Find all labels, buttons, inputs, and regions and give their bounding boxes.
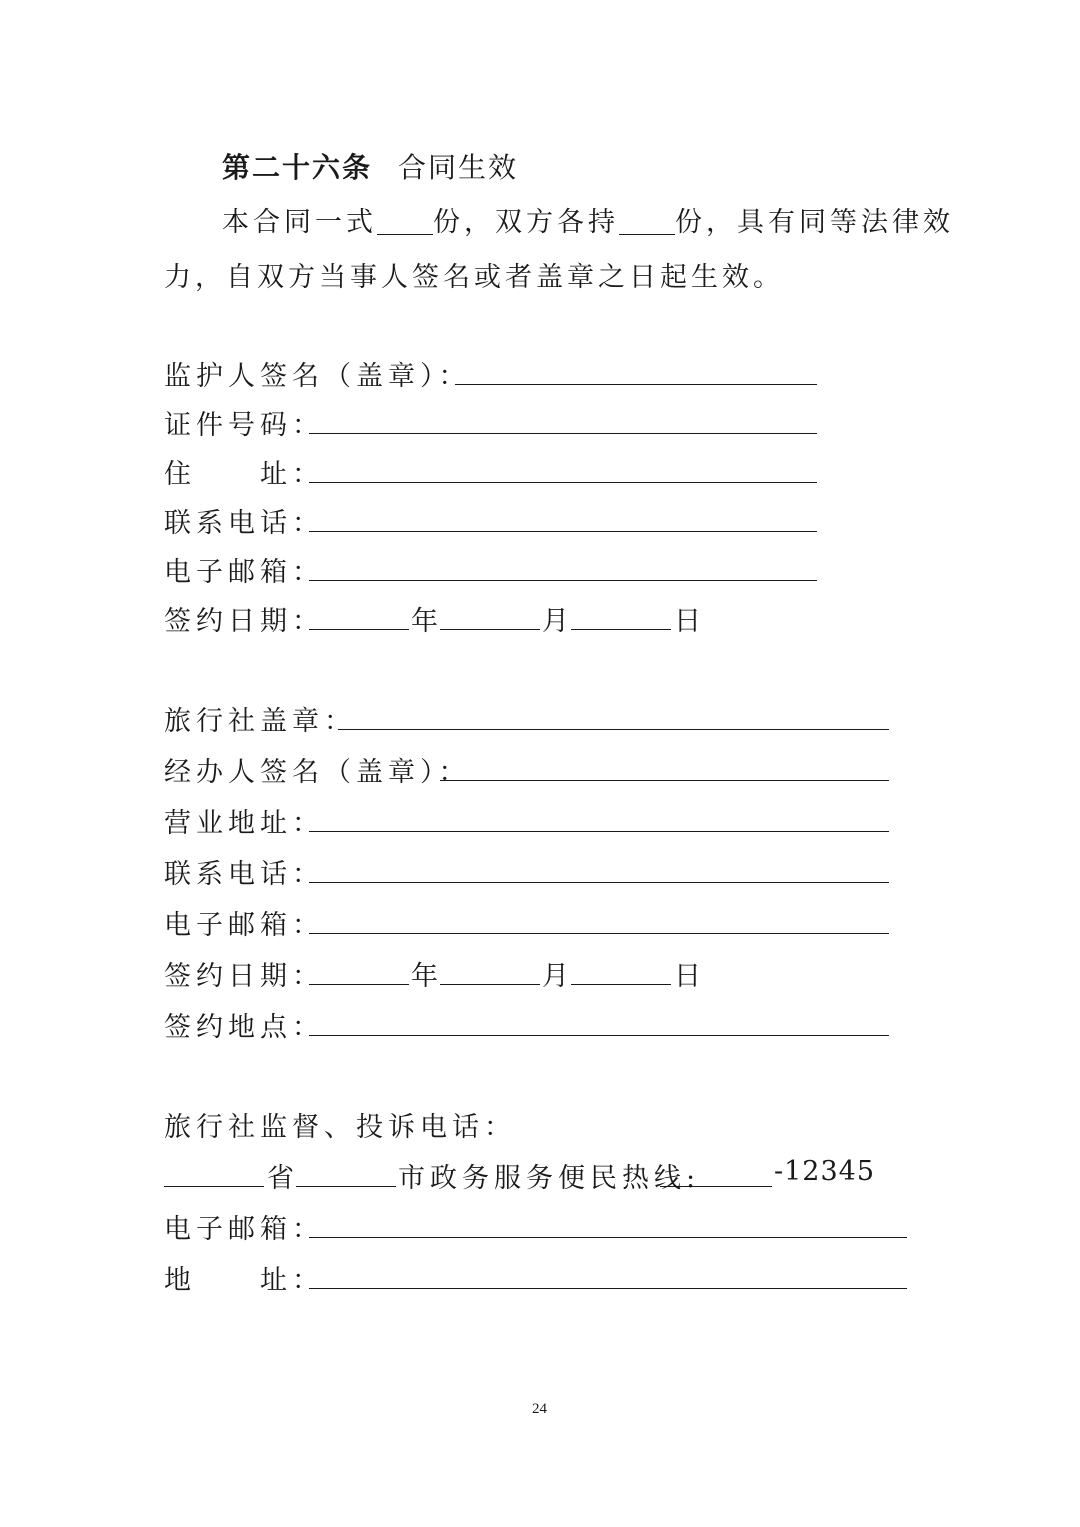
guardian-id-field[interactable] (309, 433, 817, 434)
hotline-number: -12345 (774, 1156, 876, 1187)
paragraph-line-1 (222, 200, 954, 239)
agency-year-field[interactable] (309, 984, 409, 985)
agency-seal-field[interactable] (338, 729, 889, 730)
agency-agent-field[interactable] (440, 780, 889, 781)
supervision-address-field[interactable] (309, 1288, 907, 1289)
agency-agent-label: 经办人签名（盖章）： (164, 757, 471, 788)
guardian-day-label: 日 (674, 606, 706, 637)
province-label: 省 (267, 1163, 299, 1194)
city-hotline-label: 市政务服务便民热线: (398, 1163, 701, 1194)
agency-business-address-field[interactable] (309, 831, 889, 832)
guardian-date-label: 签约日期： (164, 606, 324, 637)
agency-email-label: 电子邮箱： (164, 910, 324, 941)
agency-month-label: 月 (542, 961, 574, 992)
article-number: 第二十六条 (222, 151, 373, 184)
guardian-address-label: 住 址： (164, 459, 324, 490)
guardian-signature-field[interactable] (455, 384, 817, 385)
article-title: 合同生效 (398, 151, 519, 184)
agency-seal-label: 旅行社盖章： (164, 706, 356, 737)
guardian-id-label: 证件号码： (164, 410, 324, 441)
para1-part-c: 份，具有同等法律效 (675, 207, 954, 238)
guardian-signature-label: 监护人签名（盖章）： (164, 361, 471, 392)
supervision-email-label: 电子邮箱： (164, 1214, 324, 1245)
agency-month-field[interactable] (440, 984, 540, 985)
agency-phone-label: 联系电话： (164, 859, 324, 890)
agency-business-address-label: 营业地址： (164, 808, 324, 839)
area-code-field[interactable] (660, 1186, 772, 1187)
page-number: 24 (532, 1401, 547, 1417)
city-field[interactable] (296, 1186, 396, 1187)
guardian-email-field[interactable] (309, 580, 817, 581)
copies-each-blank[interactable] (619, 234, 675, 235)
para1-part-b: 份，双方各持 (433, 207, 619, 238)
guardian-email-label: 电子邮箱： (164, 557, 324, 588)
agency-place-field[interactable] (309, 1035, 889, 1036)
guardian-month-field[interactable] (440, 629, 540, 630)
guardian-address-field[interactable] (309, 482, 817, 483)
copies-total-blank[interactable] (377, 234, 433, 235)
guardian-month-label: 月 (542, 606, 574, 637)
guardian-year-label: 年 (411, 606, 443, 637)
paragraph-line-2: 力，自双方当事人签名或者盖章之日起生效。 (164, 262, 784, 293)
supervision-address-label: 地 址： (164, 1265, 324, 1296)
agency-date-label: 签约日期： (164, 961, 324, 992)
agency-day-field[interactable] (571, 984, 671, 985)
province-field[interactable] (164, 1186, 264, 1187)
agency-day-label: 日 (674, 961, 706, 992)
guardian-phone-label: 联系电话： (164, 508, 324, 539)
supervision-email-field[interactable] (309, 1237, 907, 1238)
agency-place-label: 签约地点： (164, 1012, 324, 1043)
para1-part-a: 本合同一式 (222, 207, 377, 238)
agency-email-field[interactable] (309, 933, 889, 934)
supervision-heading: 旅行社监督、投诉电话： (164, 1112, 516, 1143)
guardian-year-field[interactable] (309, 629, 409, 630)
guardian-day-field[interactable] (571, 629, 671, 630)
agency-phone-field[interactable] (309, 882, 889, 883)
guardian-phone-field[interactable] (309, 531, 817, 532)
agency-year-label: 年 (411, 961, 443, 992)
